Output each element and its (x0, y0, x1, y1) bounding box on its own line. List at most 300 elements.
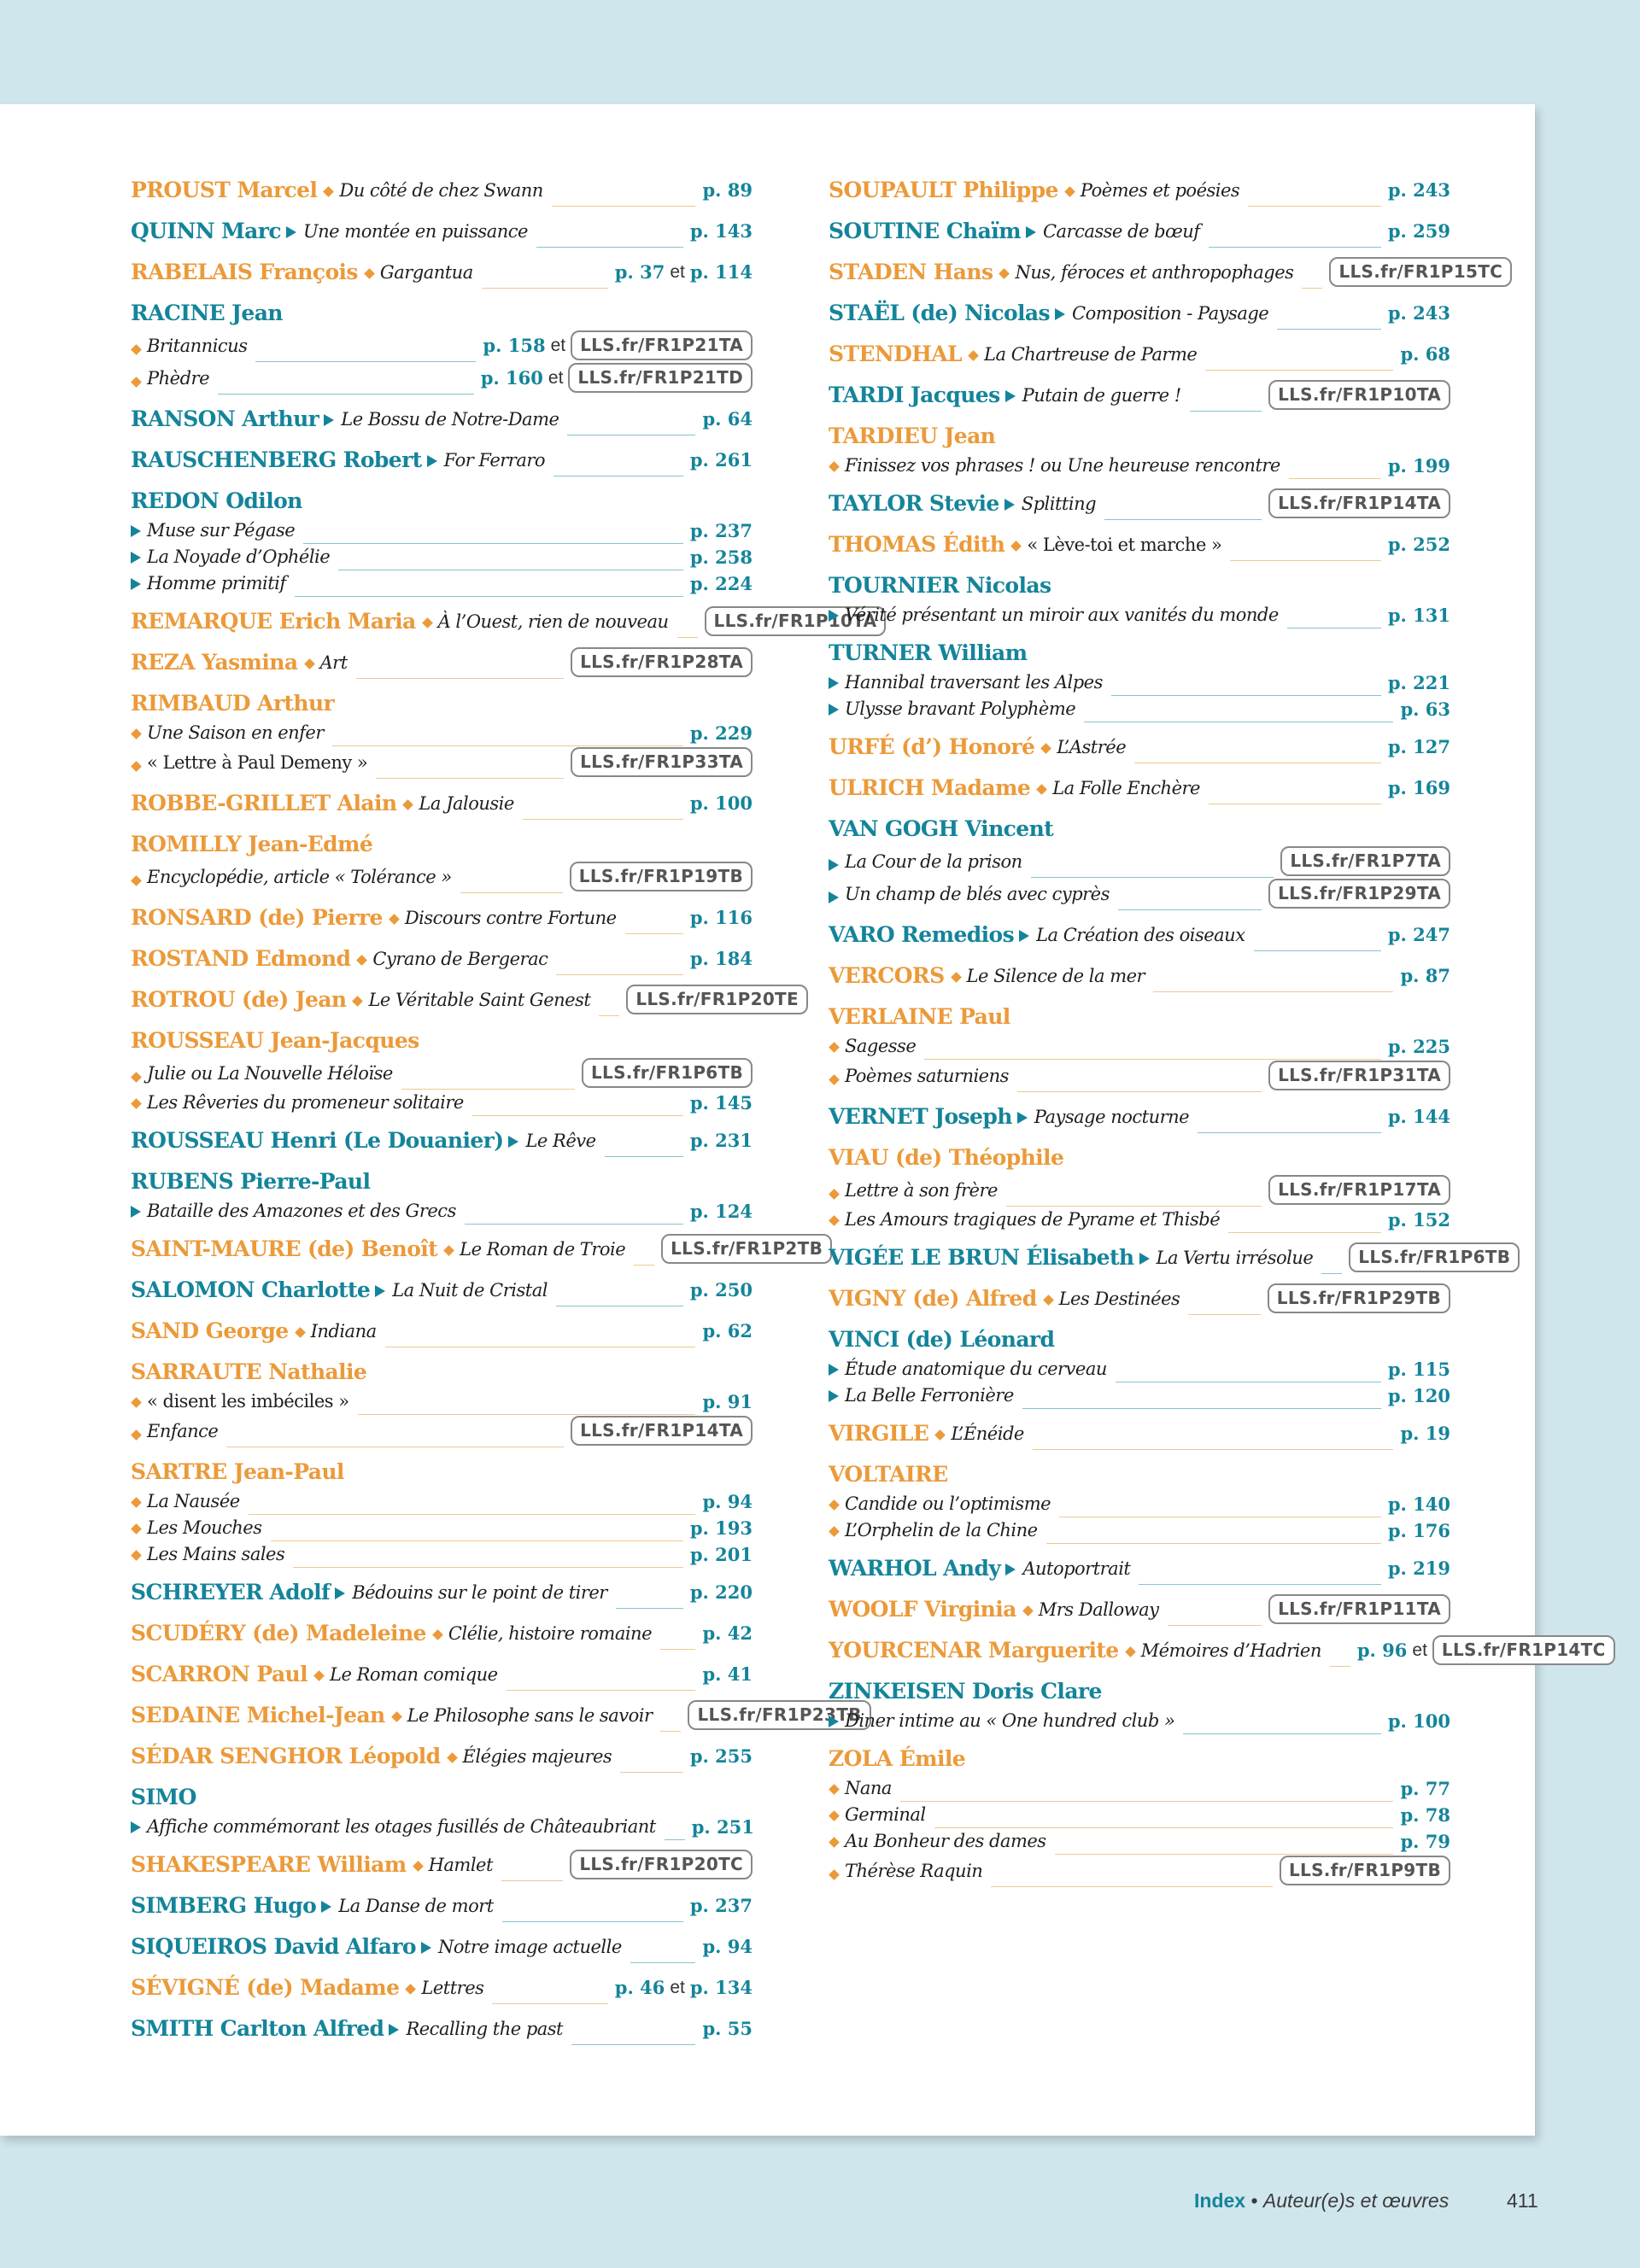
leader-line (1209, 794, 1381, 804)
work-title: Paysage nocturne (1034, 1107, 1190, 1127)
lls-link-badge[interactable]: LLS.fr/FR1P14TA (571, 1416, 753, 1446)
work-title: Élégies majeures (462, 1746, 612, 1767)
leader-line (465, 1214, 683, 1225)
page-reference[interactable]: p. 63 (1400, 699, 1450, 720)
page-reference[interactable]: p. 158 (483, 335, 546, 356)
work-title: La Folle Enchère (1052, 778, 1200, 798)
page-reference[interactable]: p. 199 (1387, 455, 1450, 476)
page-reference[interactable]: p. 131 (1387, 605, 1450, 626)
leader-line (556, 1296, 683, 1306)
triangle-icon (829, 1390, 839, 1402)
work-title: Mrs Dalloway (1038, 1599, 1159, 1620)
page-reference[interactable]: p. 220 (689, 1581, 753, 1603)
author-name: VIRGILE (829, 1421, 929, 1446)
author-name: ROTROU (de) Jean (131, 987, 347, 1012)
page-reference[interactable]: p. 231 (689, 1130, 753, 1151)
lls-link-badge[interactable]: LLS.fr/FR1P2TB (661, 1234, 832, 1264)
diamond-icon (443, 1245, 454, 1256)
leader-line (1006, 1196, 1262, 1207)
footer-index-label: Index (1194, 2189, 1246, 2212)
triangle-icon (1019, 930, 1029, 942)
index-entry (829, 570, 1450, 628)
page-reference[interactable]: p. 193 (689, 1517, 753, 1539)
triangle-icon (131, 552, 141, 564)
author-name: VARO Remedios (829, 922, 1015, 947)
leader-line (552, 196, 696, 207)
work-line (131, 1814, 753, 1840)
page-reference[interactable]: p. 225 (1387, 1036, 1450, 1057)
page-reference[interactable]: p. 94 (702, 1936, 753, 1957)
work-title: Autoportrait (1022, 1558, 1131, 1579)
triangle-icon (1005, 1564, 1016, 1575)
author-name: URFÉ (d’) Honoré (829, 734, 1035, 759)
leader-line (665, 1830, 685, 1840)
leader-line (255, 352, 476, 362)
entry-heading (131, 687, 753, 720)
page-reference[interactable]: p. 143 (689, 220, 753, 242)
entry-line (131, 1849, 753, 1881)
page-reference[interactable]: p. 68 (1400, 343, 1450, 365)
index-entry (131, 1456, 753, 1568)
entry-line (131, 1315, 753, 1347)
page-reference[interactable]: p. 127 (1387, 736, 1450, 757)
work-title: Indiana (310, 1321, 377, 1342)
work-line (131, 746, 753, 779)
work-line (829, 696, 1450, 722)
index-entry (829, 960, 1450, 992)
author-name: STENDHAL (829, 342, 963, 366)
index-entry (131, 403, 753, 435)
work-title: Le Bossu de Notre-Dame (341, 409, 559, 430)
page-reference[interactable]: p. 120 (1387, 1385, 1450, 1406)
lls-link-badge[interactable]: LLS.fr/FR1P29TA (1268, 879, 1450, 909)
work-title: Le Philosophe sans le savoir (407, 1705, 653, 1726)
diamond-icon (295, 1327, 306, 1338)
index-entry (829, 1001, 1450, 1092)
work-title: À l’Ouest, rien de nouveau (437, 611, 669, 632)
work-title: La Cour de la prison (845, 851, 1022, 872)
lls-link-badge[interactable]: LLS.fr/FR1P33TA (571, 747, 753, 777)
leader-line (401, 1079, 575, 1090)
footer-separator: • (1250, 2189, 1258, 2212)
index-entry (131, 1931, 753, 1963)
diamond-icon (364, 268, 375, 279)
index-entry (829, 1142, 1450, 1233)
work-line (131, 517, 753, 544)
leader-line (1277, 319, 1381, 330)
leader-line (249, 1505, 696, 1515)
triangle-icon (335, 1587, 345, 1599)
entry-line (829, 1593, 1450, 1626)
page-reference[interactable]: p. 169 (1387, 777, 1450, 798)
page-reference[interactable]: p. 115 (1387, 1359, 1450, 1380)
lls-link-badge[interactable]: LLS.fr/FR1P6TB (1349, 1242, 1520, 1272)
work-title: Une montée en puissance (302, 221, 528, 242)
author-name: SALOMON Charlotte (131, 1277, 371, 1302)
work-title: Les Mains sales (147, 1544, 285, 1564)
work-title: La Nuit de Cristal (392, 1280, 548, 1301)
entry-line (829, 1283, 1450, 1315)
conjunction-text: et (1412, 1640, 1427, 1660)
diamond-icon (829, 1215, 840, 1226)
page-reference[interactable]: p. 152 (1387, 1209, 1450, 1230)
entry-line (131, 174, 753, 207)
diamond-icon (324, 186, 335, 197)
author-name: SIMO (131, 1785, 196, 1809)
leader-line (1168, 1616, 1262, 1626)
work-title: La Danse de mort (338, 1896, 494, 1916)
work-line (131, 1415, 753, 1447)
lls-link-badge[interactable]: LLS.fr/FR1P11TA (1268, 1594, 1450, 1624)
index-entry (829, 215, 1450, 248)
work-line (829, 1855, 1450, 1887)
work-title: Britannicus (147, 336, 248, 356)
index-entry (829, 379, 1450, 412)
page-reference[interactable]: p. 144 (1387, 1106, 1450, 1127)
work-title: Enfance (147, 1421, 219, 1441)
leader-line (630, 1953, 696, 1963)
entry-line (131, 403, 753, 435)
author-name: REMARQUE Erich Maria (131, 609, 416, 634)
entry-line (829, 1552, 1450, 1585)
leader-line (507, 1681, 696, 1691)
work-title: Gargantua (379, 262, 473, 283)
index-entry (131, 902, 753, 934)
entry-line (131, 1699, 862, 1732)
leader-line (599, 1006, 619, 1016)
page-reference[interactable]: p. 94 (702, 1491, 753, 1512)
diamond-icon (131, 1072, 142, 1083)
entry-line (829, 731, 1450, 763)
leader-line (1104, 510, 1262, 520)
page-reference[interactable]: p. 134 (689, 1977, 753, 1998)
leader-line (332, 736, 683, 746)
triangle-icon (321, 1901, 331, 1913)
diamond-icon (968, 350, 979, 361)
leader-line (660, 1721, 681, 1732)
page-reference[interactable]: p. 229 (689, 722, 753, 744)
lls-link-badge[interactable]: LLS.fr/FR1P7TA (1280, 846, 1450, 876)
index-entry (131, 1233, 823, 1266)
work-line (829, 669, 1450, 696)
diamond-icon (357, 955, 368, 966)
lls-link-badge[interactable]: LLS.fr/FR1P14TC (1432, 1635, 1615, 1665)
work-line (829, 1708, 1450, 1734)
diamond-icon (391, 1711, 402, 1722)
work-title: Thérèse Raquin (845, 1861, 983, 1881)
leader-line (303, 534, 683, 544)
page-reference[interactable]: p. 250 (689, 1279, 753, 1301)
author-name: TARDIEU Jean (829, 424, 996, 448)
page-reference[interactable]: p. 124 (689, 1201, 753, 1222)
page-reference[interactable]: p. 219 (1387, 1558, 1450, 1579)
work-title: La Nausée (147, 1491, 240, 1511)
entry-heading (131, 485, 753, 517)
author-name: VIAU (de) Théophile (829, 1145, 1064, 1170)
page-reference[interactable]: p. 184 (689, 948, 753, 969)
work-line (131, 1541, 753, 1568)
author-name: SARTRE Jean-Paul (131, 1459, 344, 1484)
page-reference[interactable]: p. 237 (689, 1895, 753, 1916)
index-entry (131, 297, 753, 395)
page-reference[interactable]: p. 116 (689, 907, 753, 928)
page-reference[interactable]: p. 100 (689, 792, 753, 814)
leader-line (501, 1871, 563, 1881)
entry-line (131, 1576, 753, 1609)
page-reference[interactable]: p. 261 (689, 449, 753, 471)
work-title: Art (319, 652, 348, 673)
index-entry (131, 1025, 753, 1116)
diamond-icon (131, 875, 142, 886)
work-title: La Belle Ferronière (845, 1385, 1014, 1406)
work-title: Les Mouches (147, 1517, 262, 1538)
author-name: TOURNIER Nicolas (829, 573, 1051, 598)
index-entry (131, 646, 753, 679)
work-line (829, 1207, 1450, 1233)
work-title: Clélie, histoire romaine (448, 1623, 653, 1644)
diamond-icon (829, 1810, 840, 1821)
diamond-icon (131, 344, 142, 355)
entry-line (131, 902, 753, 934)
lls-link-badge[interactable]: LLS.fr/FR1P17TA (1268, 1175, 1450, 1205)
entry-line (829, 256, 1503, 289)
work-title: Hamlet (428, 1855, 493, 1875)
index-entry (829, 1101, 1450, 1133)
index-entry (131, 1972, 753, 2004)
lls-link-badge[interactable]: LLS.fr/FR1P19TB (570, 862, 753, 891)
work-title: Le Roman de Troie (460, 1239, 626, 1260)
index-page-sheet (0, 104, 1606, 2136)
lls-link-badge[interactable]: LLS.fr/FR1P21TA (571, 330, 753, 360)
diamond-icon (1040, 743, 1051, 754)
author-name: STAËL (de) Nicolas (829, 301, 1050, 325)
entry-line (131, 1658, 753, 1691)
work-line (131, 544, 753, 570)
page-reference[interactable]: p. 251 (691, 1816, 754, 1838)
author-name: SCARRON Paul (131, 1662, 308, 1686)
page-reference[interactable]: p. 91 (702, 1391, 753, 1412)
index-entry (829, 297, 1450, 330)
index-entry (131, 828, 753, 893)
work-title: For Ferraro (443, 450, 546, 471)
leader-line (660, 1640, 695, 1650)
index-entry (131, 1617, 753, 1650)
author-name: WARHOL Andy (829, 1556, 1001, 1581)
diamond-icon (829, 1526, 840, 1537)
entry-heading (829, 1142, 1450, 1174)
leader-line (1287, 618, 1381, 628)
entry-line (131, 1931, 753, 1963)
index-column-right (829, 174, 1606, 1896)
page-reference[interactable]: p. 89 (702, 179, 753, 201)
lls-link-badge[interactable]: LLS.fr/FR1P28TA (571, 647, 753, 677)
page-reference[interactable]: p. 96 (1356, 1640, 1408, 1661)
page-reference[interactable]: p. 114 (689, 261, 753, 283)
lls-link-badge[interactable]: LLS.fr/FR1P9TB (1280, 1856, 1450, 1885)
entry-line (131, 256, 753, 289)
triangle-icon (1139, 1253, 1150, 1265)
page-reference[interactable]: p. 237 (689, 520, 753, 541)
lls-link-badge[interactable]: LLS.fr/FR1P21TD (568, 363, 753, 393)
page-reference[interactable]: p. 87 (1400, 965, 1450, 986)
author-name: VERNET Joseph (829, 1104, 1012, 1129)
index-entry (131, 256, 753, 289)
page-reference[interactable]: p. 176 (1387, 1520, 1450, 1541)
page-reference[interactable]: p. 64 (702, 408, 753, 430)
lls-link-badge[interactable]: LLS.fr/FR1P6TB (582, 1058, 753, 1088)
author-name: RAUSCHENBERG Robert (131, 447, 422, 472)
work-line (131, 1198, 753, 1225)
lls-link-badge[interactable]: LLS.fr/FR1P15TC (1329, 257, 1512, 287)
entry-heading (829, 570, 1450, 602)
entry-line (131, 646, 753, 679)
diamond-icon (1022, 1605, 1034, 1616)
lls-link-badge[interactable]: LLS.fr/FR1P20TE (626, 985, 808, 1014)
index-entry (829, 420, 1450, 479)
leader-line (571, 2035, 695, 2045)
author-name: SEDAINE Michel-Jean (131, 1703, 385, 1727)
leader-line (1289, 469, 1381, 479)
work-title: La Vertu irrésolue (1156, 1248, 1314, 1268)
entry-line (131, 984, 799, 1016)
page-reference[interactable]: p. 78 (1400, 1804, 1450, 1826)
page-reference[interactable]: p. 79 (1400, 1831, 1450, 1852)
entry-line (829, 297, 1450, 330)
diamond-icon (829, 1499, 840, 1511)
leader-line (1188, 1305, 1260, 1315)
page-reference[interactable]: p. 201 (689, 1544, 753, 1565)
page-reference[interactable]: p. 259 (1387, 220, 1450, 242)
diamond-icon (829, 1074, 840, 1085)
work-line (829, 1060, 1450, 1092)
work-title: Discours contre Fortune (404, 908, 617, 928)
triangle-icon (286, 226, 296, 238)
author-name: SAINT-MAURE (de) Benoît (131, 1236, 438, 1261)
lls-link-badge[interactable]: LLS.fr/FR1P10TA (705, 606, 887, 636)
lls-link-badge[interactable]: LLS.fr/FR1P10TA (1268, 380, 1450, 410)
leader-line (1059, 1507, 1381, 1517)
author-name: ULRICH Madame (829, 775, 1031, 800)
work-line (131, 330, 753, 362)
entry-heading (829, 637, 1450, 669)
page-reference[interactable]: p. 258 (689, 547, 753, 568)
leader-line (293, 1558, 683, 1568)
triangle-icon (829, 704, 839, 716)
triangle-icon (421, 1942, 431, 1954)
index-entry (131, 1658, 753, 1691)
page-footer (1194, 2189, 1449, 2212)
page-reference[interactable]: p. 62 (702, 1320, 753, 1342)
page-reference[interactable]: p. 42 (702, 1622, 753, 1644)
leader-line (1134, 753, 1381, 763)
diamond-icon (406, 1984, 417, 1995)
leader-line (1022, 1399, 1381, 1409)
page-reference[interactable]: p. 140 (1387, 1493, 1450, 1515)
author-name: VERLAINE Paul (829, 1004, 1010, 1029)
conjunction-text: et (670, 262, 685, 282)
work-title: Diner intime au « One hundred club » (845, 1710, 1175, 1731)
work-title: Les Destinées (1058, 1289, 1180, 1309)
page-reference[interactable]: p. 252 (1387, 534, 1450, 555)
page-reference[interactable]: p. 224 (689, 573, 753, 594)
work-title: Composition - Paysage (1072, 303, 1269, 324)
index-entry (829, 488, 1450, 520)
work-title: Vérité présentant un miroir aux vanités du monde (845, 605, 1279, 625)
index-entry (131, 215, 753, 248)
diamond-icon (999, 268, 1010, 279)
footer-section-title: Auteur(e)s et œuvres (1262, 2189, 1450, 2212)
lls-link-badge[interactable]: LLS.fr/FR1P31TA (1268, 1061, 1450, 1090)
page-reference[interactable]: p. 100 (1387, 1710, 1450, 1732)
leader-line (1209, 237, 1381, 248)
index-entry (131, 1166, 753, 1225)
work-line (131, 1090, 753, 1116)
index-entry (829, 1458, 1450, 1544)
work-title: Les Rêveries du promeneur solitaire (147, 1092, 464, 1113)
page-reference[interactable]: p. 247 (1387, 924, 1450, 945)
leader-line (1031, 868, 1274, 878)
work-title: Au Bonheur des dames (845, 1831, 1046, 1851)
leader-line (1055, 1844, 1394, 1855)
author-name: ROSTAND Edmond (131, 946, 351, 971)
leader-line (1153, 982, 1393, 992)
page-reference[interactable]: p. 19 (1400, 1423, 1450, 1444)
leader-line (1248, 196, 1381, 207)
page-reference[interactable]: p. 55 (702, 2018, 753, 2039)
page-reference[interactable]: p. 41 (702, 1663, 753, 1685)
page-reference[interactable]: p. 145 (689, 1092, 753, 1114)
index-entry (829, 1283, 1450, 1315)
lls-link-badge[interactable]: LLS.fr/FR1P20TC (570, 1850, 753, 1879)
lls-link-badge[interactable]: LLS.fr/FR1P14TA (1268, 488, 1450, 518)
leader-line (338, 560, 683, 570)
page-reference[interactable]: p. 243 (1387, 179, 1450, 201)
lls-link-badge[interactable]: LLS.fr/FR1P29TB (1268, 1283, 1450, 1313)
work-title: Notre image actuelle (437, 1937, 622, 1957)
leader-line (1033, 1440, 1394, 1450)
page-reference[interactable]: p. 255 (689, 1745, 753, 1767)
entry-heading (829, 813, 1450, 845)
work-title: Candide ou l’optimisme (845, 1493, 1051, 1514)
page-reference[interactable]: p. 77 (1400, 1778, 1450, 1799)
author-name: TARDI Jacques (829, 383, 1000, 407)
conjunction-text: et (670, 1978, 685, 1997)
work-title: Affiche commémorant les otages fusillés de Châteaubriant (147, 1816, 656, 1837)
diamond-icon (422, 617, 433, 628)
lls-link-badge[interactable]: LLS.fr/FR1P23TB (688, 1700, 870, 1730)
diamond-icon (1043, 1295, 1054, 1306)
work-title: Le Roman comique (330, 1664, 498, 1685)
page-reference[interactable]: p. 243 (1387, 302, 1450, 324)
triangle-icon (829, 610, 839, 622)
page-reference[interactable]: p. 37 (614, 261, 665, 283)
entry-heading (131, 297, 753, 330)
work-title: Poèmes et poésies (1080, 180, 1240, 201)
author-name: SOUTINE Chaïm (829, 219, 1021, 243)
index-entry (131, 1274, 753, 1306)
author-name: RANSON Arthur (131, 406, 319, 431)
leader-line (1183, 1724, 1381, 1734)
diamond-icon (304, 658, 315, 669)
index-entry (829, 1675, 1450, 1734)
page-reference[interactable]: p. 221 (1387, 672, 1450, 693)
leader-line (1139, 1575, 1380, 1585)
work-title: Le Rêve (525, 1131, 596, 1151)
work-line (829, 1517, 1450, 1544)
index-entry (131, 174, 753, 207)
page-reference[interactable]: p. 160 (480, 367, 543, 389)
page-reference[interactable]: p. 46 (614, 1977, 665, 1998)
